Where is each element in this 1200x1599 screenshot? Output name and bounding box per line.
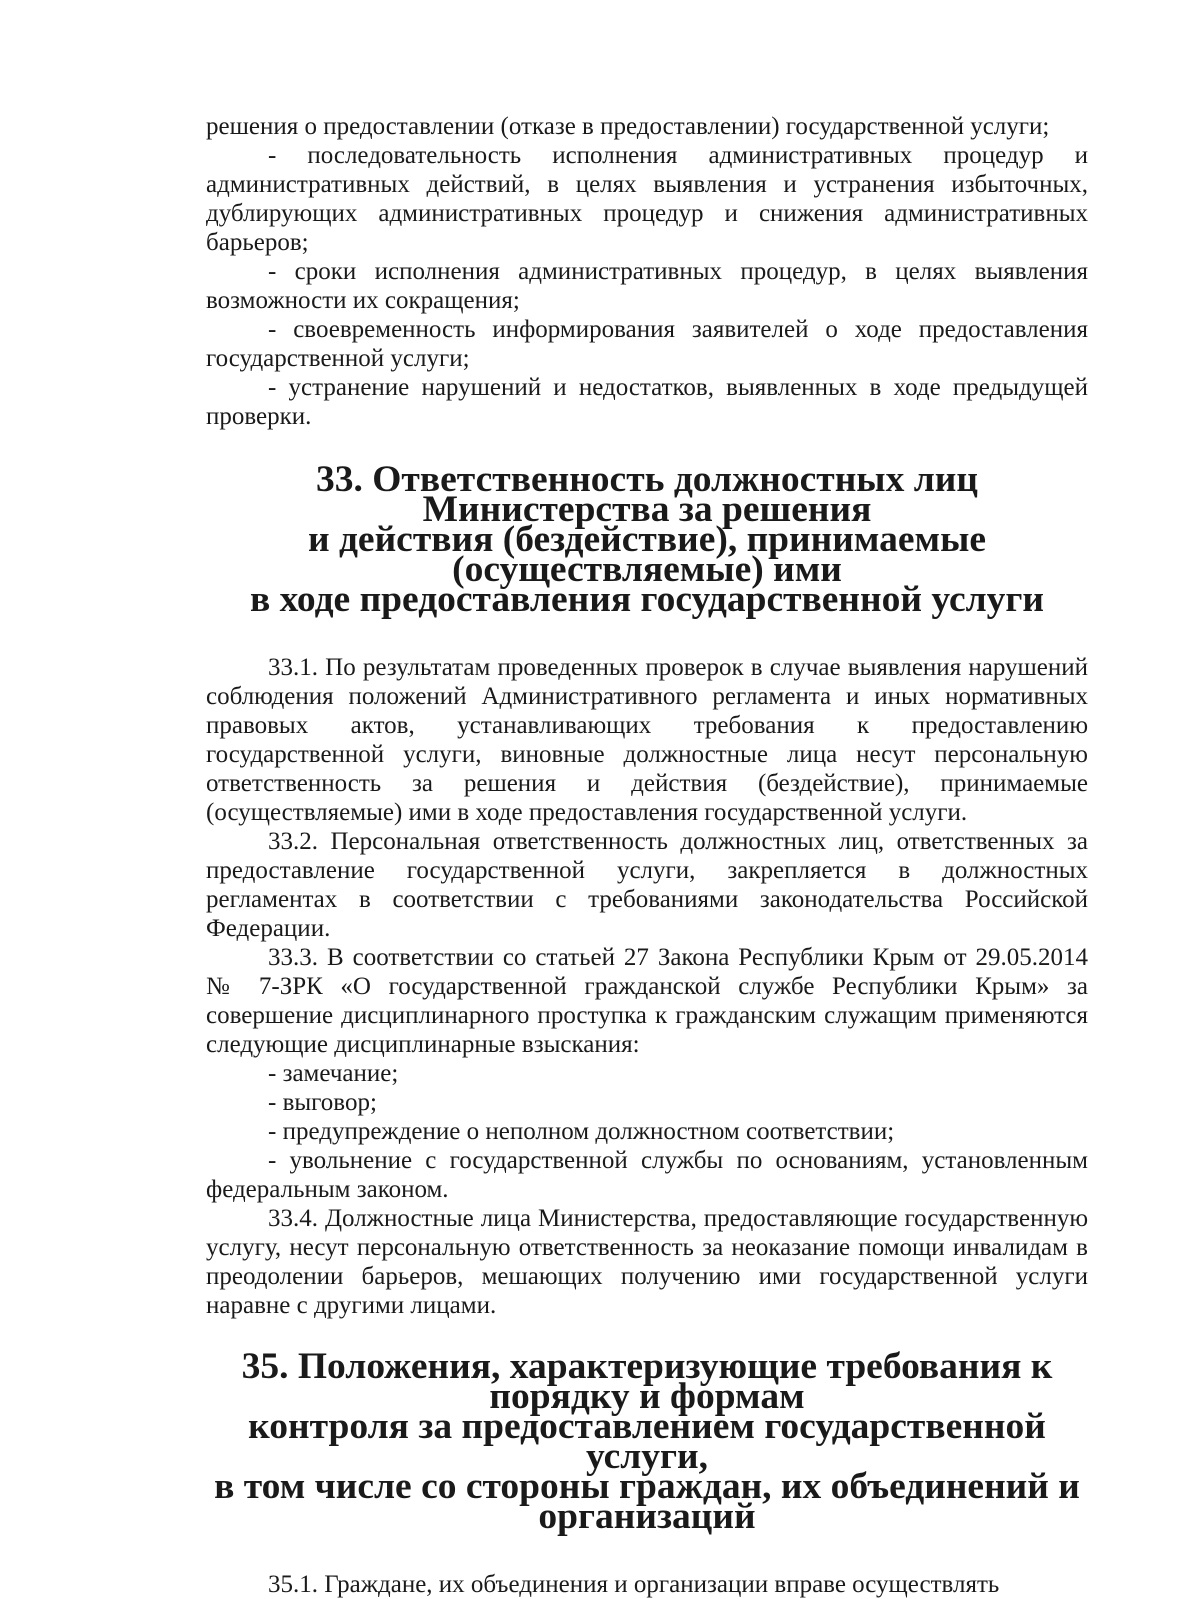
section-35-heading xyxy=(206,1346,1088,1537)
list-item: - выговор; xyxy=(268,1089,377,1116)
paragraph-35-1: 35.1. Граждане, их объединения и организации вправе осуществлять xyxy=(268,1571,1000,1598)
heading-line: контроля за предоставлением государственной услуги, xyxy=(248,1406,1046,1477)
heading-line: в том числе со стороны граждан, их объединений и организаций xyxy=(214,1466,1080,1537)
heading-line: и действия (бездействие), принимаемые (осуществляемые) ими xyxy=(307,519,987,590)
section-33-heading xyxy=(206,459,1088,620)
heading-line: в ходе предоставления государственной услуги xyxy=(249,579,1045,620)
list-item: - предупреждение о неполном должностном соответствии; xyxy=(268,1118,895,1145)
list-item: - своевременность информирования заявителей о ходе предоставления государственной услуги; xyxy=(206,316,1088,372)
paragraph-33-2: 33.2. Персональная ответственность должностных лиц, ответственных за предоставление государственной услуги, закрепляется в должностных регламентах в соответствии с требованиями законодательства Российской Федерации. xyxy=(206,828,1088,942)
paragraph-33-3: 33.3. В соответствии со статьей 27 Закона Республики Крым от 29.05.2014 № 7-ЗРК «О государственной гражданской службе Республики Крым» за совершение дисциплинарного проступка к гражданским служащим применяются следующие дисциплинарные взыскания: xyxy=(206,944,1088,1058)
heading-line: 33. Ответственность должностных лиц Министерства за решения xyxy=(316,459,978,530)
list-item: - замечание; xyxy=(268,1060,399,1087)
heading-line: 35. Положения, характеризующие требования к порядку и формам xyxy=(241,1346,1053,1417)
list-item: - устранение нарушений и недостатков, выявленных в ходе предыдущей проверки. xyxy=(206,374,1088,430)
list-item: - сроки исполнения административных процедур, в целях выявления возможности их сокращения; xyxy=(206,258,1088,314)
paragraph-33-4: 33.4. Должностные лица Министерства, предоставляющие государственную услугу, несут персональную ответственность за неоказание помощи инвалидам в преодолении барьеров, мешающих получению ими государственной услуги наравне с другими лицами. xyxy=(206,1205,1088,1319)
document-body xyxy=(206,112,1088,1599)
paragraph-33-1: 33.1. По результатам проведенных проверок в случае выявления нарушений соблюдения положений Административного регламента и иных нормативных правовых актов, устанавливающих требования к предоставлению государственной услуги, виновные должностные лица несут персональную ответственность за решения и действия (бездействие), принимаемые (осуществляемые) ими в ходе предоставления государственной услуги. xyxy=(206,654,1088,826)
paragraph-32-tail: решения о предоставлении (отказе в предоставлении) государственной услуги; xyxy=(206,113,1050,140)
list-item: - увольнение с государственной службы по основаниям, установленным федеральным законом. xyxy=(206,1147,1088,1203)
list-item: - последовательность исполнения административных процедур и административных действий, в целях выявления и устранения избыточных, дублирующих административных процедур и снижения административных барьеров; xyxy=(206,142,1088,256)
